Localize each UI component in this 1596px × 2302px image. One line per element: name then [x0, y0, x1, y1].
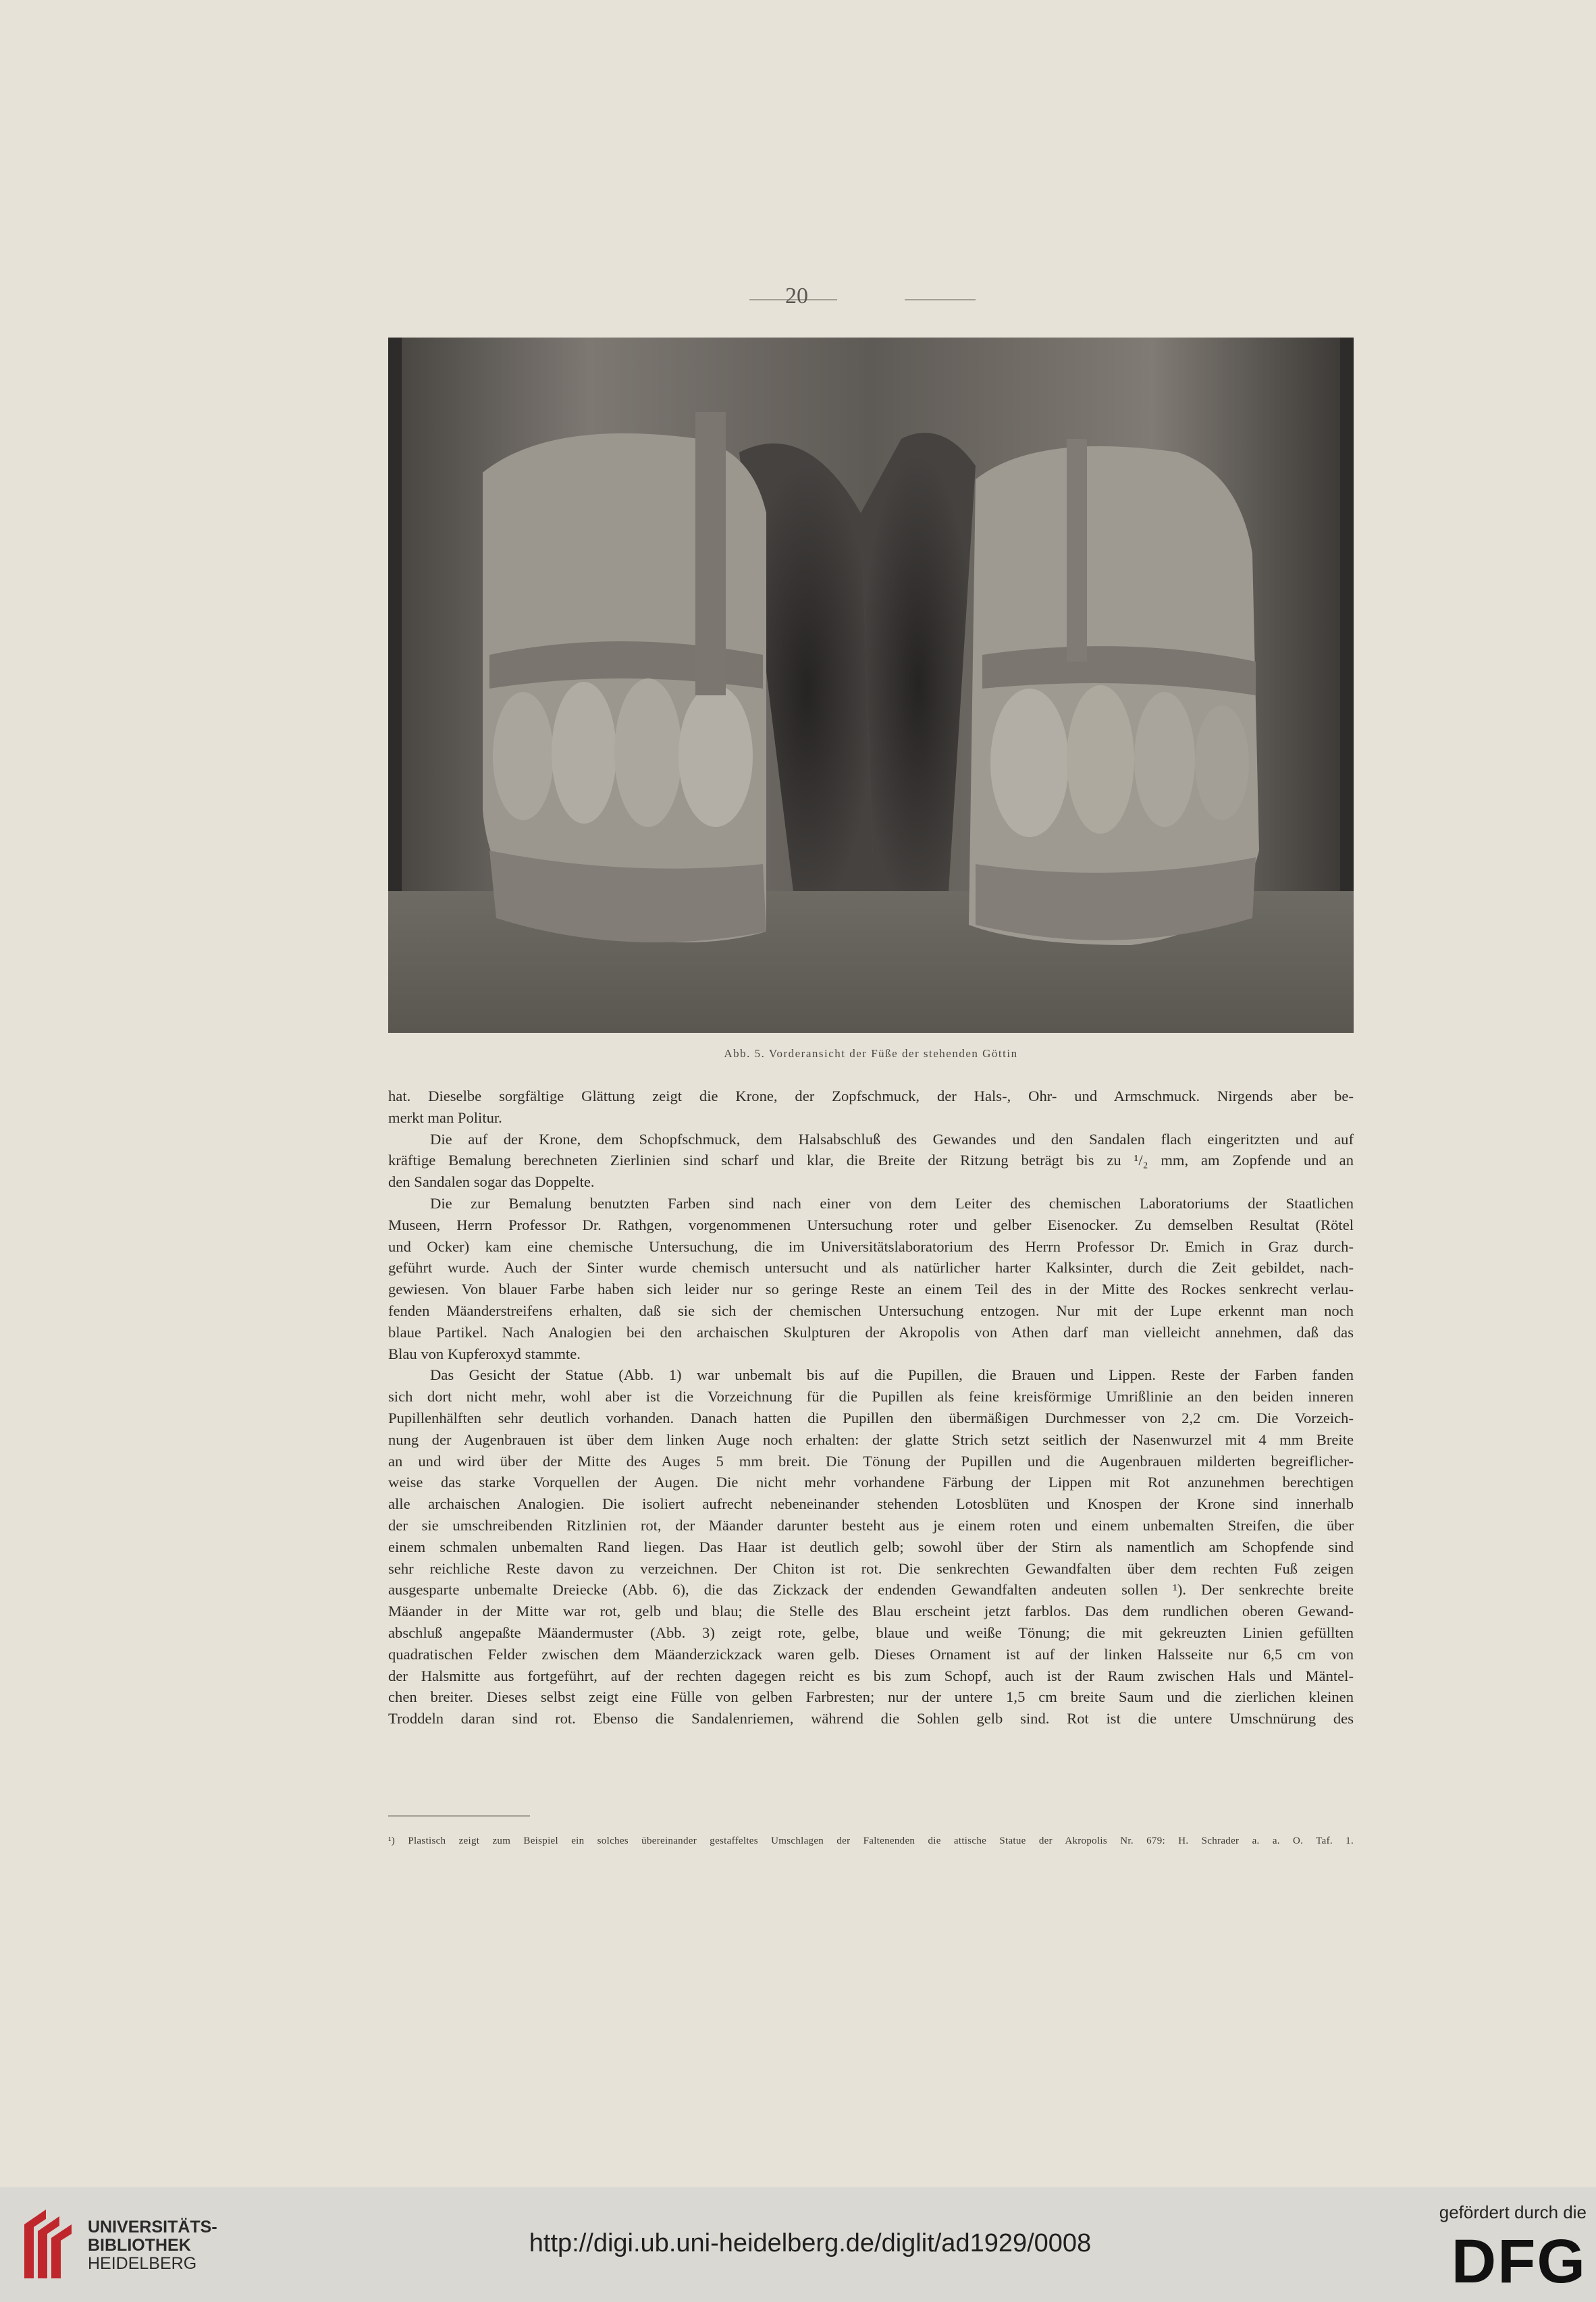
body-line: einem schmalen unbemalten Rand liegen. Das Haar ist deutlich gelb; sowohl über der Stirn als namentlich am Schopfende sind	[388, 1538, 1354, 1555]
body-line: Die auf der Krone, dem Schopfschmuck, dem Halsabschluß des Gewandes und den Sandalen flach eingeritzten und auf	[430, 1130, 1354, 1148]
body-line: Das Gesicht der Statue (Abb. 1) war unbemalt bis auf die Pupillen, die Brauen und Lippen. Reste der Farben fanden	[430, 1366, 1354, 1384]
dfg-logo[interactable]: DFG	[1451, 2227, 1587, 2296]
body-line: sich dort nicht mehr, wohl aber ist die Vorzeichnung für die Pupillen als feine kreisförmige Umrißlinie an den beiden inneren	[388, 1388, 1354, 1406]
body-line: chen breiter. Dieses selbst zeigt eine Fülle von gelben Farbresten; nur der untere 1,5 cm breite Saum und die zierlichen kleinen	[388, 1688, 1354, 1706]
body-line: ausgesparte unbemalte Dreiecke (Abb. 6), die das Zickzack der endenden Gewandfalten andeuten sollen ¹). Der senkrechte breite	[388, 1581, 1354, 1599]
university-library-logo-icon[interactable]	[19, 2204, 73, 2285]
body-line: Museen, Herrn Professor Dr. Rathgen, vorgenommenen Untersuchung roter und gelber Eisenocker. Zu demselben Resultat (Rötel	[388, 1216, 1354, 1233]
permalink-url[interactable]: http://digi.ub.uni-heidelberg.de/diglit/ad1929/0008	[529, 2229, 1092, 2257]
library-name-line-2: BIBLIOTHEK	[88, 2236, 191, 2255]
body-line: abschluß angepaßte Mäandermuster (Abb. 3) zeigt rote, gelbe, blaue und weiße Tönung; die mit gekreuzten Linien gefüllten	[388, 1624, 1354, 1641]
body-line: alle archaischen Analogien. Die isoliert aufrecht nebeneinander stehenden Lotosblüten und Knospen der Krone sind innerhalb	[388, 1495, 1354, 1513]
body-line: fenden Mäanderstreifens erhalten, daß sie sich der chemischen Untersuchung entzogen. Nur mit der Lupe erkennt man noch	[388, 1302, 1354, 1319]
body-line: Blau von Kupferoxyd stammte.	[388, 1345, 581, 1362]
body-line: Troddeln daran sind rot. Ebenso die Sandalenriemen, während die Sohlen gelb sind. Rot ist die untere Umschnürung des	[388, 1710, 1354, 1728]
body-line: der Halsmitte aus fortgeführt, auf der rechten dagegen reicht es bis zum Schopf, auch ist der Raum zwischen Hals und Mäntel-	[388, 1667, 1354, 1684]
sculpture-feet-image	[388, 338, 1354, 1033]
body-line: quadratischen Felder zwischen dem Mäanderzickzack waren gelb. Dieses Ornament ist auf der linken Halsseite nur 6,5 cm von	[388, 1645, 1354, 1663]
footnote: ¹) Plastisch zeigt zum Beispiel ein solches übereinander gestaffeltes Umschlagen der Faltenenden die attische Statue der Akropolis Nr. 679: H. Schrader a. a. O. Taf. 1.	[388, 1836, 1354, 1846]
body-line: hat. Dieselbe sorgfältige Glättung zeigt die Krone, der Zopfschmuck, der Hals-, Ohr- und Armschmuck. Nirgends aber be-	[388, 1088, 1354, 1104]
body-line: blaue Partikel. Nach Analogien bei den archaischen Skulpturen der Akropolis von Athen darf man vielleicht annehmen, daß das	[388, 1323, 1354, 1341]
body-line: nung der Augenbrauen ist über dem linken Auge noch erhalten: der glatte Strich setzt seitlich der Nasenwurzel mit 4 mm Breite	[388, 1430, 1354, 1448]
university-library-name[interactable]	[88, 2218, 217, 2273]
body-text	[388, 1086, 1354, 1730]
body-line: Mäander in der Mitte war rot, gelb und blau; die Stelle des Blau erscheint jetzt farblos. Das dem rundlichen oberen Gewand-	[388, 1603, 1354, 1620]
figure-caption: Abb. 5. Vorderansicht der Füße der stehenden Göttin	[724, 1047, 1018, 1060]
library-name-line-3: HEIDELBERG	[88, 2254, 197, 2273]
figure-photograph	[388, 338, 1354, 1033]
footnote-rule	[388, 1815, 530, 1817]
body-line: kräftige Bemalung berechneten Zierlinien sind scharf und klar, die Breite der Ritzung beträgt bis zu ¹/₂ mm, am Zopfende und an	[388, 1152, 1354, 1169]
library-name-line-1: UNIVERSITÄTS-	[88, 2218, 217, 2237]
body-line: merkt man Politur.	[388, 1108, 502, 1126]
footer-bar	[0, 2187, 1596, 2302]
body-line: der sie umschreibenden Ritzlinien rot, der Mäander darunter besteht aus je einem roten und einem unbemalten Streifen, die über	[388, 1516, 1354, 1534]
body-line: geführt wurde. Auch der Sinter wurde chemisch untersucht und als natürlicher harter Kalksinter, durch die Zeit gebildet, nach-	[388, 1259, 1354, 1277]
body-line: und Ocker) kam eine chemische Untersuchung, die im Universitätslaboratorium des Herrn Professor Dr. Emich in Graz durch-	[388, 1237, 1354, 1255]
body-line: weise das starke Vorquellen der Augen. Die nicht mehr vorhandene Färbung der Lippen mit Rot anzunehmen berechtigen	[388, 1474, 1354, 1491]
body-line: den Sandalen sogar das Doppelte.	[388, 1173, 595, 1191]
page-number-rule-right	[905, 299, 976, 300]
body-line: an und wird über der Mitte des Auges 5 mm breit. Die Tönung der Pupillen und die Augenbrauen milderten begreiflicher-	[388, 1452, 1354, 1470]
page-number: 20	[785, 284, 808, 309]
body-line: gewiesen. Von blauer Farbe haben sich leider nur so geringe Reste an einem Teil des in der Mitte des Rockes senkrecht verlau-	[388, 1281, 1354, 1298]
body-line: Die zur Bemalung benutzten Farben sind nach einer von dem Leiter des chemischen Laboratoriums der Staatlichen	[430, 1194, 1354, 1212]
body-line: sehr reichliche Reste davon zu verzeichnen. Der Chiton ist rot. Die senkrechten Gewandfalten über dem rechten Fuß zeigen	[388, 1559, 1354, 1577]
funded-by-label: gefördert durch die	[1439, 2202, 1587, 2222]
body-line: Pupillenhälften sehr deutlich vorhanden. Danach hatten die Pupillen den übermäßigen Durchmesser von 2,2 cm. Die Vorzeich-	[388, 1409, 1354, 1426]
